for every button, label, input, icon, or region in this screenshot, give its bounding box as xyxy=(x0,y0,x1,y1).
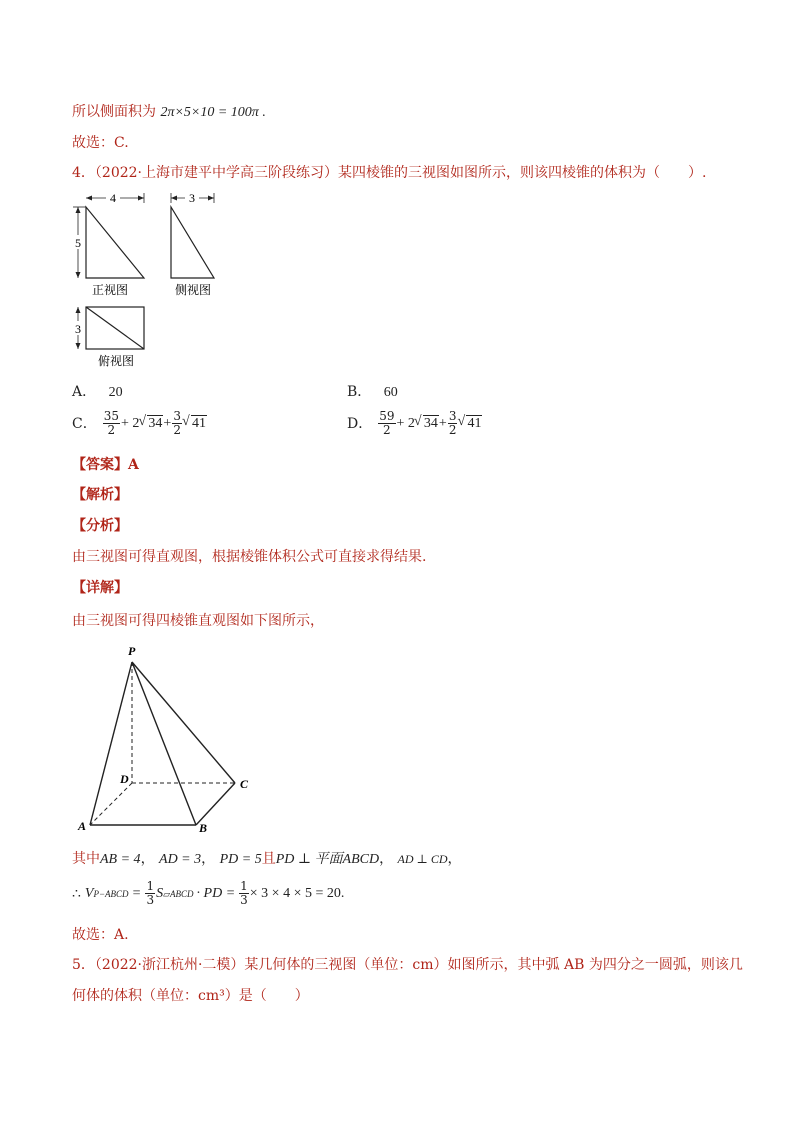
volume-frac2: $\frac{1}{3}$ xyxy=(240,879,248,907)
option-d-sqrt2: √ 41 xyxy=(458,415,482,433)
option-a-value: 20 xyxy=(108,385,123,400)
side-view-label: 侧视图 xyxy=(174,283,212,297)
therefore-symbol: ∴ xyxy=(72,885,81,902)
volume-v: V xyxy=(84,885,94,901)
side-area-line xyxy=(72,103,266,122)
vertex-a-label: A xyxy=(78,819,87,833)
front-dim-left: 5 xyxy=(75,236,81,250)
front-dim-top: 4 xyxy=(110,191,116,205)
cond-ab: AB = 4 xyxy=(100,852,141,867)
option-b-letter: B． xyxy=(347,384,372,400)
option-d xyxy=(347,410,482,437)
volume-s-sub: ▱ABCD xyxy=(163,888,194,899)
q4-stem: 4．（2022·上海市建平中学高三阶段练习）某四棱锥的三视图如图所示，则该四棱锥的体积为（ ）. xyxy=(72,165,707,181)
answer-tag: 【答案】A xyxy=(72,457,139,473)
option-a xyxy=(72,383,123,402)
top-view xyxy=(72,307,144,368)
three-view-diagram xyxy=(66,190,236,375)
top-view-label: 俯视图 xyxy=(97,354,135,368)
side-area-formula: 2π×5×10 = 100π . xyxy=(160,105,266,120)
conditions-prefix: 其中 xyxy=(72,851,100,867)
option-b xyxy=(347,383,398,402)
option-c-letter: C． xyxy=(72,415,97,432)
vertex-p-label: P xyxy=(128,644,136,658)
fenxi-tag: 【分析】 xyxy=(72,518,128,534)
q4-choice: 故选：A. xyxy=(72,927,129,943)
option-c-sqrt1: √ 34 xyxy=(139,415,163,433)
option-a-letter: A． xyxy=(72,384,97,400)
volume-v-sub: P−ABCD xyxy=(93,888,129,899)
front-view xyxy=(72,191,144,297)
top-dim-left: 3 xyxy=(75,322,81,336)
option-d-plus: + xyxy=(438,415,447,431)
option-d-frac2: $\frac{3}{2}$ xyxy=(448,409,457,437)
analysis-tag: 【解析】 xyxy=(72,487,128,503)
option-d-letter: D． xyxy=(347,415,373,432)
option-c-frac2: $\frac{3}{2}$ xyxy=(173,409,181,437)
option-c-plus: + xyxy=(163,415,172,431)
option-b-value: 60 xyxy=(383,385,398,400)
option-c-mid: + 2 xyxy=(121,415,140,431)
cond-perp: PD ⊥ 平面 xyxy=(275,852,343,867)
cond-ad: AD = 3 xyxy=(159,852,202,867)
cond-plane: ABCD xyxy=(342,852,380,867)
option-d-mid: + 2 xyxy=(396,415,415,431)
q5-line2: 何体的体积（单位：cm³）是（ ） xyxy=(72,988,309,1004)
option-c xyxy=(72,410,207,437)
front-view-label: 正视图 xyxy=(91,283,129,297)
volume-s: S xyxy=(156,885,164,901)
volume-frac1: $\frac{1}{3}$ xyxy=(146,879,155,907)
side-area-label: 所以侧面积为 xyxy=(72,104,156,120)
detail-text: 由三视图可得四棱锥直观图如下图所示， xyxy=(72,613,324,629)
cond-and: 且 xyxy=(261,851,276,867)
detail-tag: 【详解】 xyxy=(72,580,128,596)
option-c-sqrt2: √ 41 xyxy=(183,415,207,433)
volume-eq: = xyxy=(132,885,141,901)
q5-line1: 5．（2022·浙江杭州·二模）某几何体的三视图（单位：cm）如图所示，其中弧 AB 为四分之一圆弧，则该几 xyxy=(72,957,743,973)
conditions-line: 其中AB = 4， AD = 3， PD = 5且PD ⊥ 平面ABCD， AD ⊥ CD， xyxy=(72,851,462,867)
prev-answer-choice: 故选：C. xyxy=(72,135,129,151)
option-d-frac1: $\frac{59}{2}$ xyxy=(379,409,395,437)
option-d-sqrt1: √ 34 xyxy=(415,415,439,433)
volume-formula xyxy=(72,880,344,907)
cond-adcd: AD ⊥ CD xyxy=(397,852,448,866)
side-dim-top: 3 xyxy=(189,191,195,205)
volume-pd: · PD = xyxy=(196,885,236,901)
vertex-c-label: C xyxy=(240,777,249,791)
vertex-d-label: D xyxy=(120,772,129,786)
volume-rest: × 3 × 4 × 5 = 20. xyxy=(249,885,345,901)
cond-pd: PD = 5 xyxy=(219,852,262,867)
pyramid-diagram xyxy=(74,640,264,840)
option-c-frac1: $\frac{35}{2}$ xyxy=(103,409,119,437)
vertex-b-label: B xyxy=(199,821,208,835)
side-view xyxy=(171,191,214,297)
fenxi-text: 由三视图可得直观图，根据棱锥体积公式可直接求得结果. xyxy=(72,549,427,565)
